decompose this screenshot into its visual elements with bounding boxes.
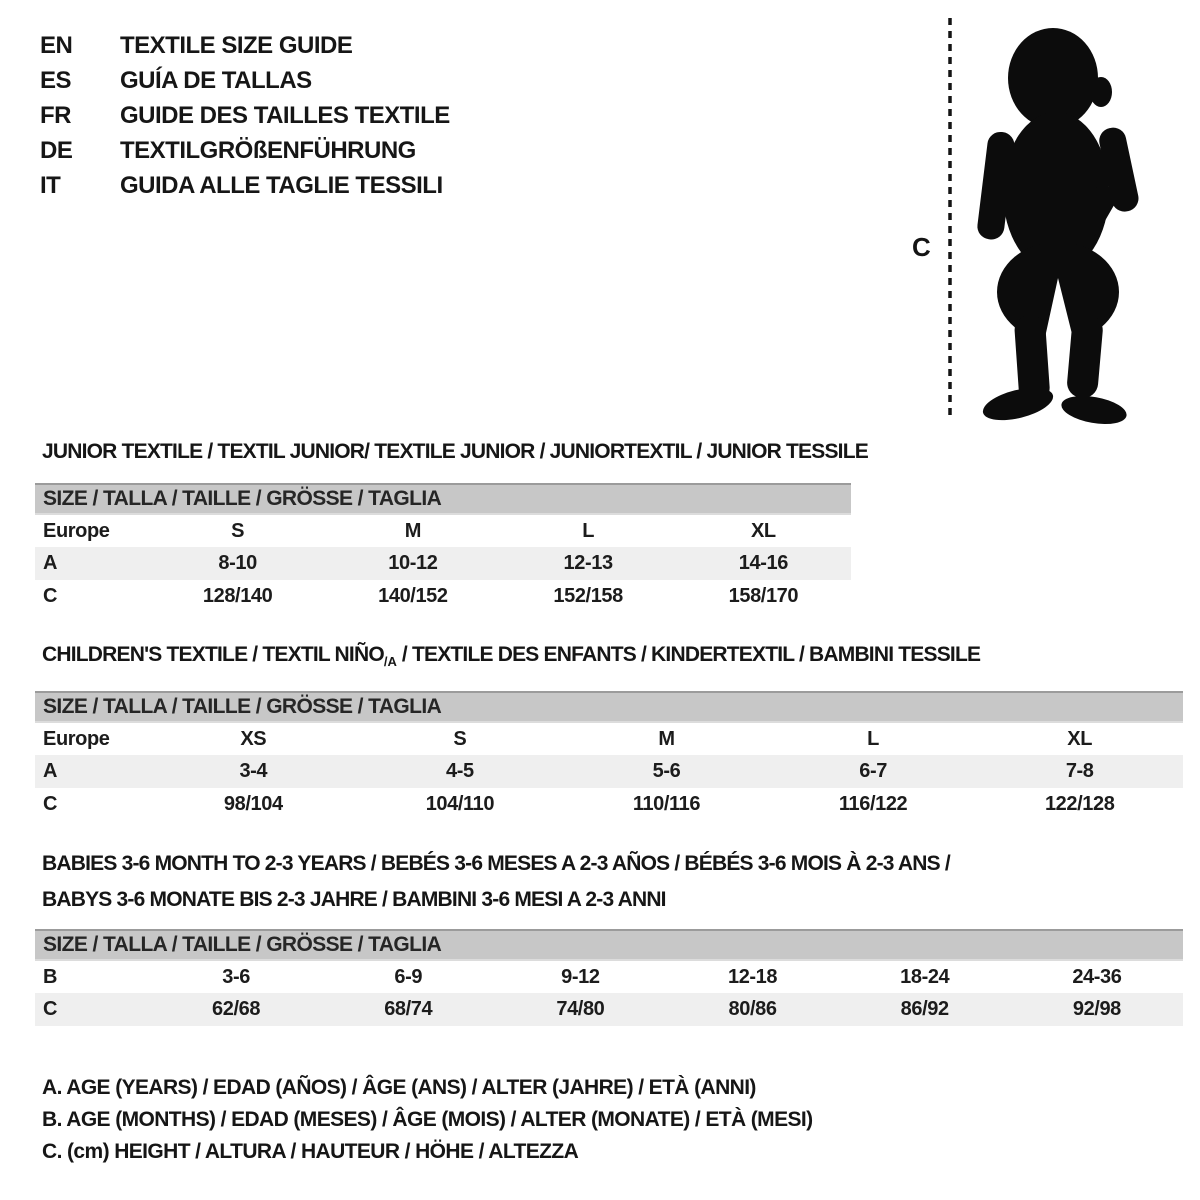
children-title-text: CHILDREN'S TEXTILE / TEXTIL NIÑO bbox=[42, 643, 384, 666]
size-cell: 14-16 bbox=[676, 547, 851, 580]
size-cell: 80/86 bbox=[666, 993, 838, 1026]
size-cell: 140/152 bbox=[378, 585, 448, 607]
babies-table-header: SIZE / TALLA / TAILLE / GRÖSSE / TAGLIA bbox=[35, 930, 1183, 960]
size-cell: 8-10 bbox=[150, 547, 325, 580]
babies-title-line1: BABIES 3-6 MONTH TO 2-3 YEARS / BEBÉS 3-6 MESES A 2-3 AÑOS / BÉBÉS 3-6 MOIS À 2-3 ANS / bbox=[42, 852, 950, 875]
baby-silhouette-icon bbox=[976, 28, 1141, 425]
table-row bbox=[35, 993, 1183, 1026]
legend-line-a: A. AGE (YEARS) / EDAD (AÑOS) / ÂGE (ANS) / ALTER (JAHRE) / ETÀ (ANNI) bbox=[42, 1076, 756, 1099]
size-cell: L bbox=[867, 727, 879, 750]
junior-row-a-label: A bbox=[35, 547, 150, 580]
size-cell: 7-8 bbox=[976, 755, 1183, 788]
size-cell: S bbox=[453, 727, 467, 750]
lang-code-fr: FR bbox=[40, 102, 71, 129]
children-row-c-label: C bbox=[43, 793, 58, 815]
size-cell: 6-9 bbox=[394, 965, 423, 988]
size-cell: 152/158 bbox=[553, 585, 623, 607]
lang-title-es: GUÍA DE TALLAS bbox=[120, 67, 312, 94]
babies-size-table bbox=[35, 929, 1183, 1026]
table-row bbox=[35, 788, 1183, 821]
size-cell: 12-18 bbox=[727, 965, 778, 988]
children-size-table bbox=[35, 691, 1183, 821]
baby-height-figure bbox=[900, 10, 1150, 425]
size-cell: 18-24 bbox=[900, 965, 950, 988]
children-section-title bbox=[42, 643, 980, 669]
size-cell: 9-12 bbox=[561, 965, 600, 988]
height-label: C bbox=[912, 232, 931, 262]
size-cell: XL bbox=[1067, 727, 1093, 750]
children-title-text: / TEXTILE DES ENFANTS / KINDERTEXTIL / BAMBINI TESSILE bbox=[396, 643, 981, 666]
size-cell: 92/98 bbox=[1011, 993, 1183, 1026]
size-cell: 12-13 bbox=[501, 547, 676, 580]
lang-title-en: TEXTILE SIZE GUIDE bbox=[120, 32, 353, 59]
lang-code-de: DE bbox=[40, 137, 73, 164]
children-table-header: SIZE / TALLA / TAILLE / GRÖSSE / TAGLIA bbox=[35, 692, 1183, 722]
legend-line-c: C. (cm) HEIGHT / ALTURA / HAUTEUR / HÖHE / ALTEZZA bbox=[42, 1140, 579, 1163]
table-row bbox=[35, 580, 851, 613]
language-list bbox=[40, 28, 450, 203]
size-cell: 10-12 bbox=[325, 547, 500, 580]
measurement-legend bbox=[42, 1072, 813, 1168]
babies-row-c-label: C bbox=[35, 993, 150, 1026]
size-cell: 6-7 bbox=[770, 755, 977, 788]
size-cell: M bbox=[658, 727, 675, 750]
table-row bbox=[35, 960, 1183, 993]
size-cell: 158/170 bbox=[728, 585, 799, 607]
junior-row-europe-label: Europe bbox=[43, 519, 110, 542]
size-cell: 74/80 bbox=[494, 993, 666, 1026]
size-cell: L bbox=[582, 519, 595, 542]
size-cell: XS bbox=[240, 727, 267, 750]
size-cell: 116/122 bbox=[838, 793, 908, 815]
size-cell: XL bbox=[750, 519, 776, 542]
size-cell: 128/140 bbox=[202, 585, 273, 607]
size-cell: 3-6 bbox=[222, 965, 250, 988]
size-cell: 98/104 bbox=[223, 793, 283, 815]
size-cell: 86/92 bbox=[839, 993, 1011, 1026]
children-title-subscript: /A bbox=[383, 654, 397, 670]
size-cell: 104/110 bbox=[425, 793, 495, 815]
babies-row-b-label: B bbox=[43, 965, 58, 988]
size-cell: 4-5 bbox=[357, 755, 564, 788]
babies-title-line2: BABYS 3-6 MONATE BIS 2-3 JAHRE / BAMBINI 3-6 MESI A 2-3 ANNI bbox=[42, 888, 666, 911]
size-cell: 110/116 bbox=[632, 793, 701, 815]
junior-row-c-label: C bbox=[43, 585, 58, 607]
junior-table-header: SIZE / TALLA / TAILLE / GRÖSSE / TAGLIA bbox=[35, 484, 851, 514]
junior-section-title: JUNIOR TEXTILE / TEXTIL JUNIOR/ TEXTILE JUNIOR / JUNIORTEXTIL / JUNIOR TESSILE bbox=[42, 440, 868, 463]
size-cell: 5-6 bbox=[563, 755, 770, 788]
table-row bbox=[35, 547, 851, 580]
babies-section-title bbox=[42, 846, 950, 918]
table-row bbox=[35, 755, 1183, 788]
lang-title-de: TEXTILGRÖßENFÜHRUNG bbox=[120, 137, 416, 164]
size-cell: S bbox=[231, 519, 245, 542]
table-row bbox=[35, 722, 1183, 755]
lang-code-en: EN bbox=[40, 32, 73, 59]
lang-code-es: ES bbox=[40, 67, 72, 94]
lang-title-fr: GUIDE DES TAILLES TEXTILE bbox=[120, 102, 450, 129]
size-cell: 24-36 bbox=[1072, 965, 1122, 988]
legend-line-b: B. AGE (MONTHS) / EDAD (MESES) / ÂGE (MOIS) / ALTER (MONATE) / ETÀ (MESI) bbox=[42, 1108, 813, 1131]
table-row bbox=[35, 514, 851, 547]
size-cell: 3-4 bbox=[150, 755, 357, 788]
size-cell: 122/128 bbox=[1044, 793, 1115, 815]
size-cell: 68/74 bbox=[322, 993, 494, 1026]
size-cell: 62/68 bbox=[150, 993, 322, 1026]
children-row-europe-label: Europe bbox=[43, 727, 110, 750]
junior-size-table bbox=[35, 483, 851, 613]
children-row-a-label: A bbox=[35, 755, 150, 788]
size-cell: M bbox=[404, 519, 421, 542]
lang-code-it: IT bbox=[40, 172, 61, 199]
lang-title-it: GUIDA ALLE TAGLIE TESSILI bbox=[120, 172, 443, 199]
